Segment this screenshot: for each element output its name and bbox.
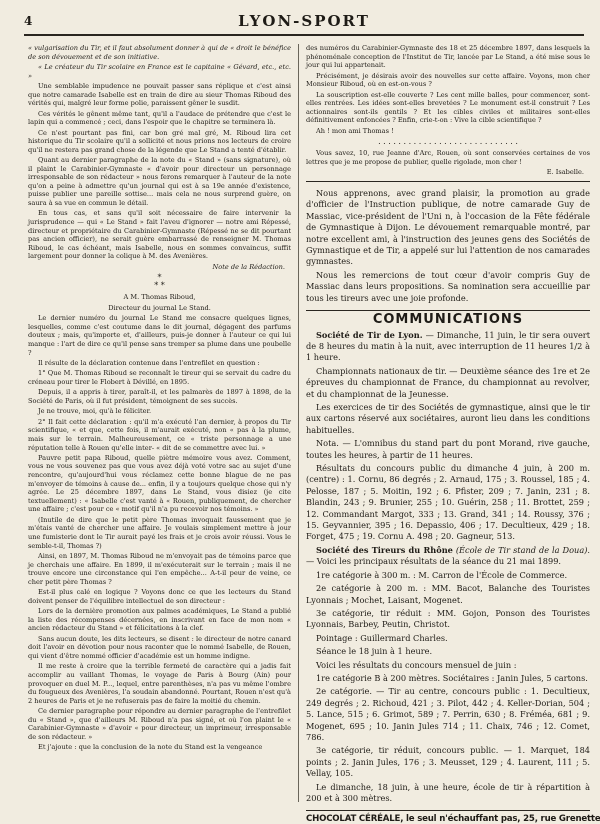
- article-paragraph: 1re catégorie B à 200 mètres. Sociétaires : Janin Jules, 5 cartons.: [316, 672, 588, 683]
- page-number: 4: [24, 14, 33, 28]
- left-column: [28, 44, 291, 802]
- article-paragraph: 1re catégorie à 300 m. : M. Carron de l'École de Commerce.: [316, 569, 568, 580]
- society-subtitle: (École de Tir stand de la Doua).: [455, 544, 590, 555]
- article-paragraph: Nous apprenons, avec grand plaisir, la promotion au grade d'officier de l'Instruction publique, de notre camarade Guy de Massiac, vice-président de l'Uni n, à l'occasion de la Fête fédérale de Gymnastique à Dijon. Le dévouement remarquable montré, par notre excellent ami, à l'instruction des jeunes gens des Sociétés de Gymnastique et de Tir, a appelé sur lui l'attention de nos camarades gymnastes.: [306, 187, 590, 267]
- column-divider: [298, 44, 299, 802]
- page-header: [24, 12, 584, 36]
- article-paragraph: 3e catégorie, tir réduit : MM. Gojon, Ponson des Touristes Lyonnais, Barbey, Peutin, Christot.: [306, 607, 590, 630]
- article-paragraph: Lors de la dernière promotion aux palmes académiques, Le Stand a publié la liste des récompenses décernées, en inscrivant en face de mon nom « ancien rédacteur du Stand » et félicitations à la clef.: [28, 607, 291, 633]
- article-paragraph: Depuis, il a appris à tirer, paraît-il, et les palmarès de 1897 à 1898, de la Société de Paris, où il fut président, témoignent de ses succès.: [28, 388, 291, 405]
- article-paragraph: (Inutile de dire que le petit père Thomas invoquait faussement que je m'étais vanté de chercher une affaire. Je voulais simplement mettre à jour une fumisterie dont le Tir aurait payé les frais et je crois avoir réussi. Vous le semble-t-il, Thomas ?): [28, 515, 291, 550]
- author-signature: E. Isabelle.: [546, 168, 584, 177]
- article-paragraph: Ainsi, en 1897, M. Thomas Riboud ne m'envoyait pas de témoins parce que je cherchais une affaire. En 1899, il m'exécuterait sur le terrain ; mais il ne trouve encore une circonstance qui l'en empêche... A-t-il peur de veine, ce cher petit père Thomas ?: [28, 552, 291, 586]
- article-paragraph: Pointage : Guillermard Charles.: [316, 632, 448, 643]
- article-paragraph: En tous cas, et sans qu'il soit nécessaire de faire intervenir la jurisprudence — qui « Le Stand » fait l'aveu d'ignorer — notre ami Répessé, directeur et propriétaire du Carabinier-Gymnaste (Répessé ne se dit pourtant pas ancien officier), ne serait guère embarrassé de renseigner M. Thomas Riboud, le cas échéant, mais Isabelle, nous en sommes convaincus, suffit largement pour donner la colique à M. des Avenières.: [28, 209, 291, 261]
- article-paragraph: Une semblable impudence ne pouvait passer sans réplique et c'est ainsi que notre camarade Isabelle est en train de dire au sieur Thomas Riboud des vérités qui, malgré leur forme polie, paraissent gêner le susdit.: [28, 81, 291, 108]
- article-text: — Dimanche, 11 juin, le tir sera ouvert de 8 heures du matin à la nuit, avec interruption de 11 heures 1/2 à 1 heure.: [306, 329, 590, 363]
- right-column: [306, 44, 600, 824]
- article-paragraph: Et j'ajoute : que la conclusion de la note du Stand est la vengeance: [38, 743, 263, 752]
- masthead-title: LYON-SPORT: [238, 12, 370, 30]
- article-paragraph: Précisément, je désirais avoir des nouvelles sur cette affaire. Voyons, mon cher Monsieur Riboud, où en est-on-vous ?: [306, 71, 590, 89]
- editorial-signature: Note de la Rédaction.: [212, 262, 285, 271]
- article-paragraph: Vous savez, 10, rue Jeanne d'Arc, Rouen, où sont conservées certaines de vos lettres que je me propose de publier, quelle rigolade, mon cher !: [306, 149, 590, 166]
- letter-addressee: A M. Thomas Riboud,: [123, 293, 196, 302]
- article-paragraph: Ce dernier paragraphe pour répondre au dernier paragraphe de l'entrefilet du « Stand », que d'ailleurs M. Riboud n'a pas signé, et où l'on plaint le « Carabinier-Gymnaste » d'avoir « pour directeur, un imprimeur, irresponsable de son rédacteur. »: [28, 707, 291, 741]
- society-title: Société des Tireurs du Rhône: [316, 544, 453, 555]
- section-rule: [306, 181, 590, 182]
- article-paragraph: des numéros du Carabinier-Gymnaste des 18 et 25 décembre 1897, dans lesquels la phénoménale conception de l'Institut de Tir, lancée par Le Stand, a été mise sous le jour qui lui appartenait.: [306, 44, 590, 70]
- communications-heading: COMMUNICATIONS: [306, 310, 590, 325]
- article-paragraph: 1° Que M. Thomas Riboud se reconnaît le tireur qui se servait du cadre du créneau pour tirer le Flobert à Dévillé, en 1895.: [28, 369, 291, 386]
- article-paragraph: Je ne trouve, moi, qu'à le féliciter.: [38, 407, 152, 416]
- article-paragraph: Nota. — L'omnibus du stand part du pont Morand, rive gauche, toutes les heures, à partir de 11 heures.: [306, 438, 590, 460]
- section-ornament: * * *: [154, 273, 165, 291]
- article-paragraph: « vulgarisation du Tir, et il faut absolument donner à qui de « droit le bénéfice de son dévouement et de son initiative.: [28, 44, 291, 61]
- article-paragraph: Ces vérités le gênent même tant, qu'il a l'audace de prétendre que c'est le lapin qui a commencé ; ceci, dans l'espoir que le chapitre se terminera là.: [28, 109, 291, 127]
- article-paragraph: La souscription est-elle couverte ? Les cent mille balles, pour commencer, sont-elles rentrées. Les idées sont-elles brevetées ? Le monument est-il construit ? Les actionnaires sont-ils gentils ? Et les cibles civiles et militaires sont-elles définitivement enfoncées ? Enfin, crie-t-on : Vive la cible scientifique ?: [306, 90, 590, 125]
- article-paragraph: Est-il plus calé en logique ? Voyons donc ce que les lecteurs du Stand doivent penser de l'équilibre intellectuel de son directeur :: [28, 588, 291, 605]
- article-paragraph: « Le créateur du Tir scolaire en France est le capitaine « Gévard, etc., etc. »: [28, 62, 291, 80]
- article-paragraph: 2° Il fait cette déclaration : qu'il m'a exécuté l'an dernier, à propos du Tir scientifique, « et que, cette fois, il m'aurait exécuté, non « pas à la plume, mais sur le terrain. Malheureusement, ce « triste personnage a une réputation telle à Rouen qu'elle inter- « dit de se commettre avec lui. »: [28, 417, 291, 452]
- article-paragraph: 3e catégorie, tir réduit, concours public. — 1. Marquet, 184 points ; 2. Janin Jules, 176 ; 3. Meusset, 129 ; 4. Laurent, 111 ; 5. Vellay, 105.: [306, 745, 590, 779]
- article-paragraph: Le dernier numéro du journal Le Stand me consacre quelques lignes, lesquelles, comme c'est coutume dans le dit journal, dégagent des parfums douteux ; mais, qu'importe et, d'ailleurs, puis-je donner à l'auteur ce qui lui manque : l'art de dire ce qu'il pense sans tremper sa plume dans une poubelle ?: [28, 314, 291, 357]
- article-paragraph: Le dimanche, 18 juin, à une heure, école de tir à répartition à 200 et à 300 mètres.: [306, 781, 590, 803]
- article-paragraph: 2e catégorie. — Tir au centre, concours public : 1. Decultieux, 249 degrés ; 2. Richoud, 421 ; 3. Pilot, 442 ; 4. Keller-Dorian, 504 ; 5. Lance, 515 ; 6. Grimot, 589 ; 7. Perrin, 630 ; 8. Fréméa, 681 ; 9. Mogenet, 695 ; 10. Janin Jules 714 ; 11. Chaix, 746 ; 12. Comet, 786.: [306, 686, 590, 742]
- letter-addressee-title: Directeur du journal Le Stand.: [108, 303, 211, 312]
- article-paragraph: Nous les remercions de tout cœur d'avoir compris Guy de Massiac dans leurs propositions. Sa nomination sera accueillie par tous les tireurs avec une joie profonde.: [306, 269, 590, 303]
- article-paragraph: Résultats du concours public du dimanche 4 juin, à 200 m. (centre) : 1. Cornu, 86 degrés ; 2. Arnaud, 175 ; 3. Roussel, 185 ; 4. Pelosse, 187 ; 5. Moitin, 192 ; 6. Pfister, 209 ; 7. Janin, 231 ; 8. Blandin, 243 ; 9. Brunier, 255 ; 10. Guérin, 258 ; 11. Brottet, 259 ; 12. Commandant Margot, 333 ; 13. Grand, 341 ; 14. Roussy, 376 ; 15. Geyvannier, 395 ; 16. Depassio, 406 ; 17. Decultieux, 429 ; 18. Forget, 475 ; 19. Cornu A. 498 ; 20. Gagneur, 513.: [306, 463, 590, 542]
- article-paragraph: Voici les résultats du concours mensuel de juin :: [316, 659, 517, 670]
- article-paragraph: Les exercices de tir des Sociétés de gymnastique, ainsi que le tir aux cartons réservé aux sociétaires, auront lieu dans les conditions habituelles.: [306, 402, 590, 435]
- article-paragraph: Quant au dernier paragraphe de la note du « Stand » (sans signature), où il plaint le Carabinier-Gymnaste « d'avoir pour directeur un personnage irresponsable de son rédacteur » nous ferons remarquer à l'auteur de la note qu'on a peine à admettre qu'un journal qui est à sa 19e année d'existence, puisse publier une pareille sottise... mais cela ne nous surprend guère, on saura à sa vue en commun le détail.: [28, 156, 291, 208]
- announcement-block: [306, 188, 590, 304]
- communications-block: [306, 330, 590, 805]
- society-title: Société de Tir de Lyon.: [316, 329, 423, 340]
- article-paragraph: Il résulte de la déclaration contenue dans l'entrefilet en question :: [38, 358, 260, 367]
- article-paragraph: Séance le 18 juin à 1 heure.: [316, 646, 433, 657]
- article-paragraph: Championnats nationaux de tir. — Deuxième séance des 1re et 2e épreuves du championnat de France, du championnat au revolver, et du championnat de la Jeunesse.: [306, 365, 590, 399]
- article-paragraph: Ce n'est pourtant pas fini, car bon gré mal gré, M. Riboud lira cet historique du Tir scolaire qu'il a sollicité et nous prions nos lecteurs de croire qu'il ne restera pas grand chose de la légende que Le Stand a tenté d'établir.: [28, 128, 291, 154]
- article-paragraph: 2e catégorie à 200 m. : MM. Bacot, Balanche des Touristes Lyonnais ; Mochet, Laisant, Mogenet.: [306, 583, 590, 605]
- article-paragraph: Ah ! mon ami Thomas !: [316, 126, 394, 135]
- section-ornament: . . . . . . . . . . . . . . . . . . . . . . . . . . . .: [378, 137, 518, 147]
- advertisement-banner: CHOCOLAT CÉRÉALE, le seul n'échauffant pas, 25, rue Grenette: [306, 810, 590, 824]
- article-paragraph: Sans aucun doute, les dits lecteurs, se disent : le directeur de notre canard doit l'avoir en dévotion pour nous raconter que le nommé Isabelle, de Rouen, qui vient d'être nommé officier d'académie est un homme indigne.: [28, 634, 291, 660]
- article-paragraph: Pauvre petit papa Riboud, quelle piètre mémoire vous avez. Comment, vous ne vous souvenez pas que vous avez déjà voté votre sac au sujet d'une rencontre, qu'aujourd'hui vous réclamez cette bonne blague de ne pas m'envoyer de témoins à cause de... enfin, il y a toujours quelque chose qui n'y agrée. Le 25 décembre 1897, dans Le Stand, vous disiez (je cite textuellement) : « Isabelle c'est vanté à « Rouen, publiquement, de chercher une affaire ; c'est pour ce « motif qu'il n'a pu recevoir nos témoins. »: [28, 453, 291, 514]
- article-paragraph: Il me reste à croire que la terrible fermeté de caractère qui a jadis fait accomplir au vaillant Thomas, le voyage de Paris à Bourg (Ain) pour provoquer en duel M. P..., lequel, entre parenthèses, n'a pas vu même l'ombre du fougueux des Avenières, l'a soudain abandonné. Pourtant, Rouen n'est qu'à 2 heures de Paris et je ne refuserais pas de faire la moitié du chemin.: [28, 662, 291, 705]
- article-text: — Voici les principaux résultats de la séance du 21 mai 1899.: [306, 556, 562, 567]
